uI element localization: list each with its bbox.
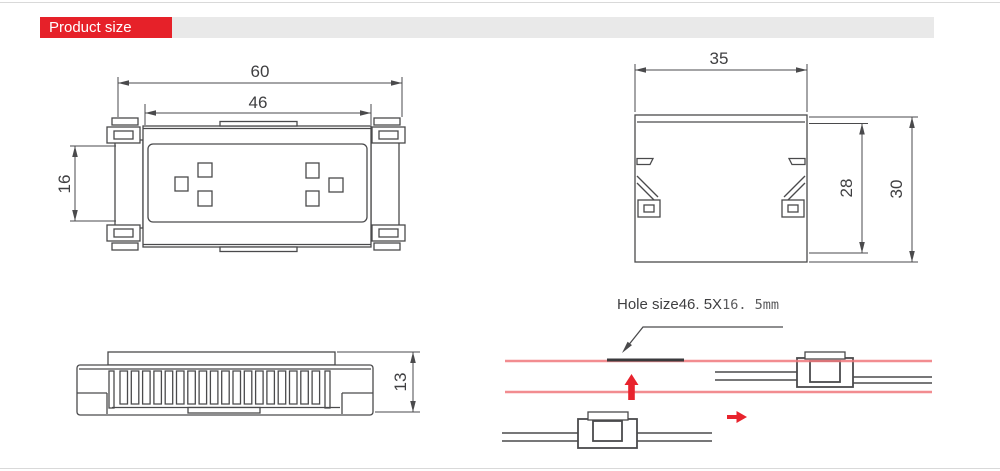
front-right-plate	[371, 140, 399, 228]
section-dim-30-label: 30	[887, 179, 906, 199]
install-module-top	[715, 352, 932, 387]
install-arrow-right	[727, 411, 747, 423]
front-bottom-bump	[220, 247, 297, 252]
profile-bottom-tab	[188, 408, 260, 414]
section-dim-28	[809, 124, 868, 254]
section-dim-30	[809, 117, 918, 262]
profile-view	[77, 352, 420, 415]
hole-size-label-sub: 16. 5mm	[722, 297, 779, 313]
profile-dim-13-label: 13	[391, 372, 410, 392]
hole-size-label	[617, 296, 779, 313]
front-dim-46	[145, 93, 371, 125]
front-dim-16-label: 16	[55, 174, 74, 194]
front-left-plate	[115, 140, 143, 228]
section-dim-35-label: 35	[709, 49, 729, 68]
install-hole-leader	[622, 327, 783, 353]
install-arrow-up	[625, 374, 639, 400]
section-body	[635, 115, 807, 262]
front-top-bump	[220, 122, 297, 127]
section-dim-35	[635, 49, 807, 112]
front-dim-60-label: 60	[250, 62, 270, 81]
install-module-bottom	[502, 412, 712, 448]
section-title: Product size	[40, 17, 172, 38]
front-view	[55, 62, 405, 252]
install-view	[502, 327, 932, 448]
section-view	[635, 49, 918, 262]
section-dim-28-label: 28	[837, 178, 856, 198]
front-dim-46-label: 46	[248, 93, 268, 112]
profile-top-plate	[108, 352, 335, 365]
front-dim-16	[55, 146, 116, 221]
hole-size-label-main: Hole size46. 5X	[617, 296, 723, 313]
